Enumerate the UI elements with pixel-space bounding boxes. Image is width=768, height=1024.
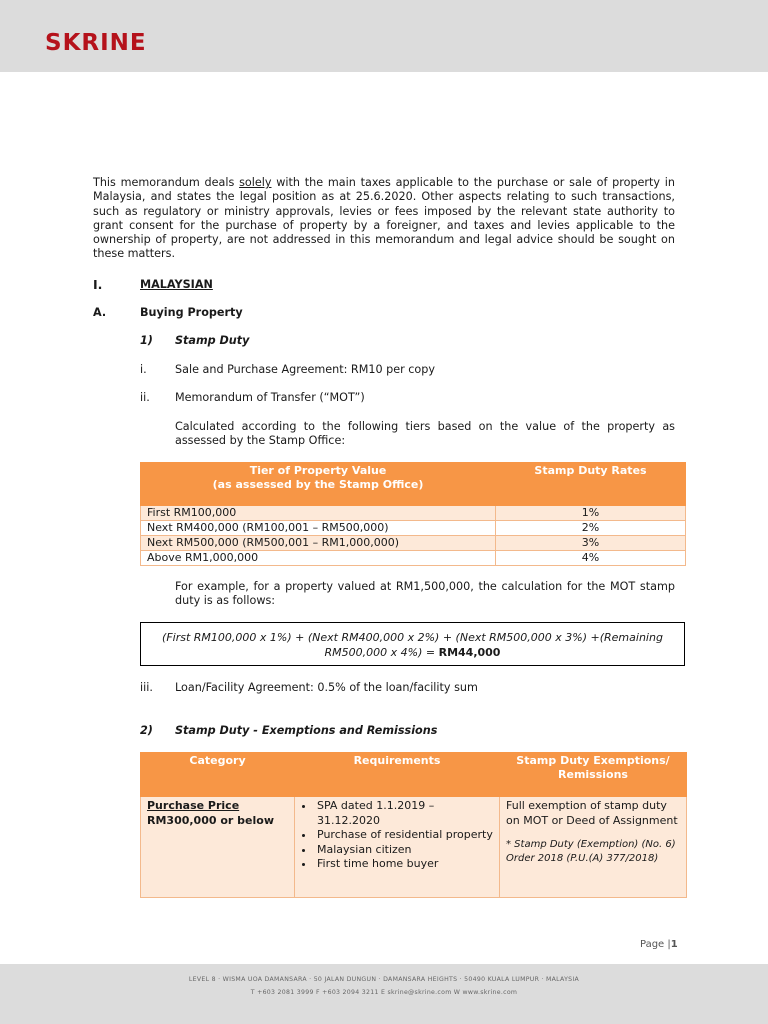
intro-emphasis: solely — [239, 176, 272, 189]
rate-cell: 2% — [496, 521, 686, 536]
category-title: Purchase Price — [147, 799, 240, 812]
rate-cell: 1% — [496, 506, 686, 521]
requirements-list — [301, 799, 493, 872]
section-title: MALAYSIAN — [140, 278, 213, 291]
intro-paragraph — [93, 176, 675, 262]
exemptions-table — [140, 752, 687, 898]
table-row — [141, 551, 686, 566]
formula-box — [140, 622, 685, 666]
table-row — [141, 506, 686, 521]
exemptions-title: Stamp Duty - Exemptions and Remissions — [175, 724, 438, 737]
tier-header-line1: Tier of Property Value — [249, 464, 387, 477]
subsection-letter: A. — [93, 306, 107, 319]
page-footer — [0, 964, 768, 1024]
stamp-duty-number: 1) — [140, 334, 153, 347]
list-item: • Purchase of residential property — [315, 828, 493, 843]
formula-result: RM44,000 — [438, 646, 501, 659]
category-value: RM300,000 or below — [147, 813, 274, 827]
exemption-note: * Stamp Duty (Exemption) (No. 6) Order 2018 (P.U.(A) 377/2018) — [506, 839, 676, 864]
example-text: For example, for a property valued at RM1,500,000, the calculation for the MOT stamp duty is as follows: — [175, 580, 675, 608]
table-row — [141, 521, 686, 536]
tier-header — [141, 463, 496, 506]
tier-table — [140, 462, 686, 566]
skrine-logo: SKRINE — [45, 30, 147, 56]
table-row — [141, 536, 686, 551]
list-item: • First time home buyer — [315, 857, 493, 872]
exemption-cell — [500, 797, 687, 898]
category-header: Category — [141, 753, 295, 797]
table-row — [141, 797, 687, 898]
page-label: Page | — [640, 939, 671, 950]
footer-contact: T +603 2081 3999 F +603 2094 3211 E skrine@skrine.com W www.skrine.com — [250, 989, 518, 996]
intro-pre: This memorandum deals — [93, 176, 240, 189]
section-number: I. — [93, 277, 103, 292]
exemptions-header-line2: Remissions — [558, 768, 628, 781]
stamp-duty-title: Stamp Duty — [175, 334, 250, 347]
category-cell — [141, 797, 295, 898]
rate-cell: 4% — [496, 551, 686, 566]
tier-header-line2: (as assessed by the Stamp Office) — [212, 478, 424, 491]
rate-cell: 3% — [496, 536, 686, 551]
subsection-title: Buying Property — [140, 306, 243, 319]
item-text: Sale and Purchase Agreement: RM10 per copy — [175, 363, 435, 376]
item-text: Loan/Facility Agreement: 0.5% of the loan/facility sum — [175, 681, 478, 694]
page-number — [640, 939, 678, 950]
formula-text: (First RM100,000 x 1%) + (Next RM400,000 x 2%) + (Next RM500,000 x 3%) +(Remaining RM500,000 x 4%) = — [162, 631, 663, 659]
list-item: • SPA dated 1.1.2019 – 31.12.2020 — [315, 799, 493, 828]
exemptions-number: 2) — [140, 724, 153, 737]
footer-address: LEVEL 8 · WISMA UOA DAMANSARA · 50 JALAN DUNGUN · DAMANSARA HEIGHTS · 50490 KUALA LUMPUR · MALAYSIA — [188, 976, 580, 983]
item-number: iii. — [140, 681, 153, 694]
exemptions-header — [500, 753, 687, 797]
item-text: Memorandum of Transfer (“MOT”) — [175, 391, 365, 404]
page-value: 1 — [670, 939, 678, 950]
list-item: • Malaysian citizen — [315, 843, 493, 858]
tier-cell: First RM100,000 — [141, 506, 496, 521]
item-number: i. — [140, 363, 147, 376]
tier-cell: Next RM500,000 (RM500,001 – RM1,000,000) — [141, 536, 496, 551]
page-header — [0, 0, 768, 72]
exemption-text: Full exemption of stamp duty on MOT or Deed of Assignment — [506, 799, 678, 827]
tier-intro: Calculated according to the following tiers based on the value of the property as assessed by the Stamp Office: — [175, 420, 675, 448]
requirements-header: Requirements — [295, 753, 500, 797]
tier-cell: Next RM400,000 (RM100,001 – RM500,000) — [141, 521, 496, 536]
rate-header: Stamp Duty Rates — [496, 463, 686, 506]
exemptions-header-line1: Stamp Duty Exemptions/ — [516, 754, 670, 767]
intro-post: with the main taxes applicable to the purchase or sale of property in Malaysia, and states the legal position as at 25.6.2020. Other aspects relating to such transactions, such as regulatory or ministry approvals, levies or fees imposed by the relevant state authority to grant consent for the purchase of property by a foreigner, and taxes and levies applicable to the ownership of property, are not addressed in this memorandum and legal advice should be sought on these matters. — [93, 176, 675, 261]
requirements-cell — [295, 797, 500, 898]
item-number: ii. — [140, 391, 150, 404]
tier-cell: Above RM1,000,000 — [141, 551, 496, 566]
